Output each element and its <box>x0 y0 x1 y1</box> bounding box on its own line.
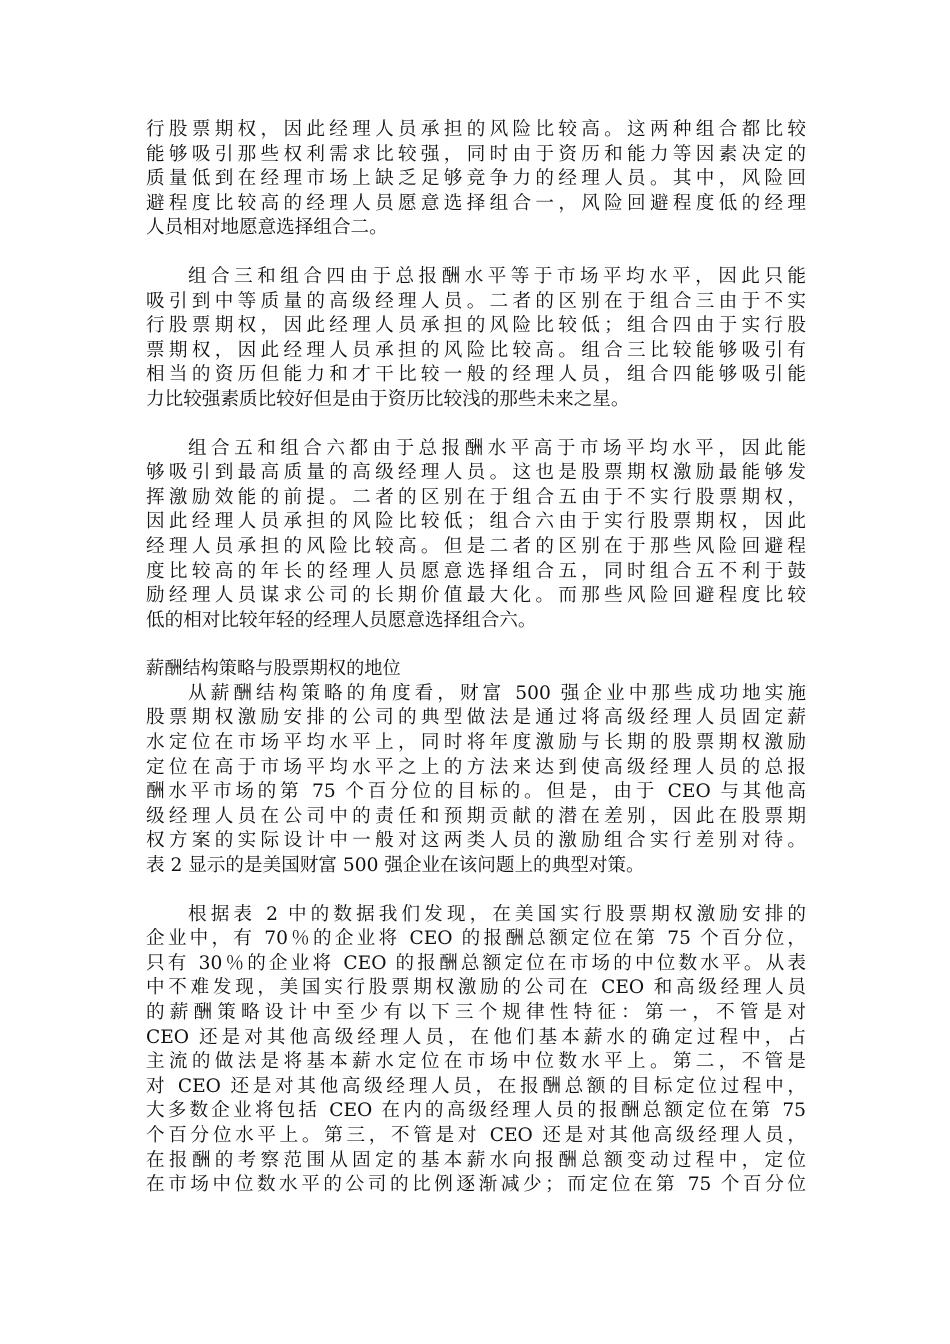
paragraph-spacer <box>146 879 806 903</box>
paragraph-line: 因此经理人员承担的风险比较低；组合六由于实行股票期权，因此 <box>146 511 806 533</box>
paragraph-line: 酬水平市场的第 75 个百分位的目标的。但是，由于 CEO 与其他高 <box>146 781 806 803</box>
paragraph-line: 低的相对比较年轻的经理人员愿意选择组合六。 <box>146 609 537 631</box>
paragraph-line: 中不难发现，美国实行股票期权激励的公司在 CEO 和高级经理人员 <box>146 977 806 999</box>
paragraph-line: 行股票期权，因此经理人员承担的风险比较低；组合四由于实行股 <box>146 315 806 337</box>
paragraph-line: 避程度比较高的经理人员愿意选择组合一，风险回避程度低的经理 <box>146 192 806 214</box>
paragraph-line: 挥激励效能的前提。二者的区别在于组合五由于不实行股票期权， <box>146 486 806 508</box>
paragraph-line: 度比较高的年长的经理人员愿意选择组合五，同时组合五不利于鼓 <box>146 560 806 582</box>
paragraph-line: 表 2 显示的是美国财富 500 强企业在该问题上的典型对策。 <box>146 855 645 877</box>
paragraph-1 <box>146 118 806 241</box>
paragraph-line: 经理人员承担的风险比较高。但是二者的区别在于那些风险回避程 <box>146 535 806 557</box>
paragraph-line: 够吸引到最高质量的高级经理人员。这也是股票期权激励最能够发 <box>146 462 806 484</box>
paragraph-line: 行股票期权，因此经理人员承担的风险比较高。这两种组合都比较 <box>146 119 806 140</box>
paragraph-line: 大多数企业将包括 CEO 在内的高级经理人员的报酬总额定位在第 75 <box>146 1100 806 1122</box>
paragraph-5 <box>146 903 806 1198</box>
paragraph-line: 人员相对地愿意选择组合二。 <box>146 217 388 239</box>
paragraph-line: CEO 还是对其他高级经理人员，在他们基本薪水的确定过程中，占 <box>146 1026 806 1048</box>
document-page <box>146 118 806 1198</box>
paragraph-line: 组合五和组合六都由于总报酬水平高于市场平均水平，因此能 <box>188 437 806 459</box>
paragraph-4 <box>146 682 806 879</box>
paragraph-line: 主流的做法是将基本薪水定位在市场中位数水平上。第二，不管是 <box>146 1051 806 1073</box>
paragraph-line: 水定位在市场平均水平上，同时将年度激励与长期的股票期权激励 <box>146 732 806 754</box>
paragraph-line: 权方案的实际设计中一般对这两类人员的激励组合实行差别对待。 <box>146 830 806 852</box>
paragraph-line: 个百分位水平上。第三，不管是对 CEO 还是对其他高级经理人员， <box>146 1124 806 1146</box>
paragraph-line: 定位在高于市场平均水平之上的方法来达到使高级经理人员的总报 <box>146 756 806 778</box>
paragraph-line: 质量低到在经理市场上缺乏足够竞争力的经理人员。其中，风险回 <box>146 168 806 190</box>
paragraph-line: 只有 30％的企业将 CEO 的报酬总额定位在市场的中位数水平。从表 <box>146 952 806 974</box>
paragraph-line: 对 CEO 还是对其他高级经理人员，在报酬总额的目标定位过程中， <box>146 1075 806 1097</box>
paragraph-line: 级经理人员在公司中的责任和预期贡献的潜在差别，因此在股票期 <box>146 805 806 827</box>
paragraph-line: 的薪酬策略设计中至少有以下三个规律性特征：第一，不管是对 <box>146 1002 806 1023</box>
paragraph-line: 组合三和组合四由于总报酬水平等于市场平均水平，因此只能 <box>188 265 806 287</box>
paragraph-line: 企业中，有 70％的企业将 CEO 的报酬总额定位在第 75 个百分位， <box>146 928 806 950</box>
paragraph-line: 从薪酬结构策略的角度看，财富 500 强企业中那些成功地实施 <box>188 682 806 704</box>
paragraph-3 <box>146 437 806 634</box>
paragraph-spacer <box>146 241 806 265</box>
paragraph-line: 在市场中位数水平的公司的比例逐渐减少；而定位在第 75 个百分位 <box>146 1174 806 1196</box>
paragraph-line: 股票期权激励安排的公司的典型做法是通过将高级经理人员固定薪 <box>146 707 806 729</box>
paragraph-line: 票期权，因此经理人员承担的风险比较高。组合三比较能够吸引有 <box>146 339 806 361</box>
paragraph-line: 在报酬的考察范围从固定的基本薪水向报酬总额变动过程中，定位 <box>146 1149 806 1171</box>
paragraph-line: 吸引到中等质量的高级经理人员。二者的区别在于组合三由于不实 <box>146 290 806 312</box>
paragraph-line: 力比较强素质比较好但是由于资历比较浅的那些未来之星。 <box>146 388 630 410</box>
paragraph-line: 相当的资历但能力和才干比较一般的经理人员，组合四能够吸引能 <box>146 364 806 386</box>
paragraph-2 <box>146 265 806 413</box>
paragraph-spacer <box>146 633 806 657</box>
paragraph-line: 根据表 2 中的数据我们发现，在美国实行股票期权激励安排的 <box>188 903 806 925</box>
paragraph-line: 励经理人员谋求公司的长期价值最大化。而那些风险回避程度比较 <box>146 585 806 607</box>
paragraph-line: 能够吸引那些权利需求比较强，同时由于资历和能力等因素决定的 <box>146 143 806 165</box>
section-heading: 薪酬结构策略与股票期权的地位 <box>146 658 401 680</box>
paragraph-spacer <box>146 413 806 437</box>
